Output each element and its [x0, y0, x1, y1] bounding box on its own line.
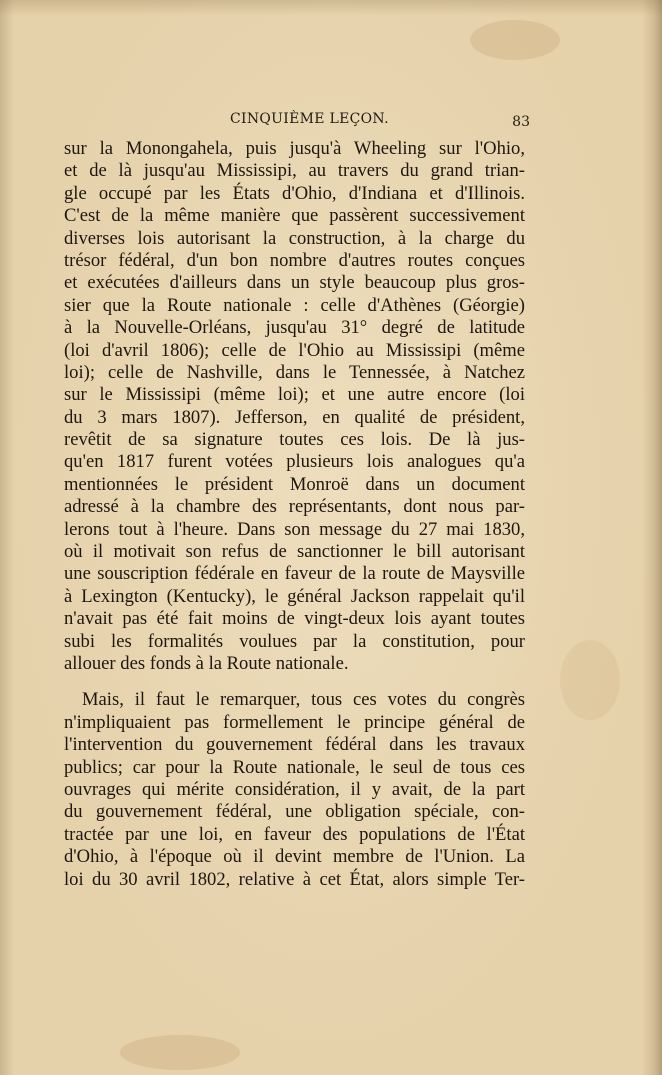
text-line: gle occupé par les États d'Ohio, d'Indiana et d'Illinois. [64, 182, 525, 204]
text-line: du 3 mars 1807). Jefferson, en qualité de président, [64, 406, 525, 428]
text-line: d'Ohio, à l'époque où il devint membre de l'Union. La [64, 846, 525, 868]
text-line: diverses lois autorisant la construction, à la charge du [64, 227, 525, 249]
text-line: loi); celle de Nashville, dans le Tennessée, à Natchez [64, 361, 525, 383]
text-line: n'avait pas été fait moins de vingt-deux lois ayant toutes [64, 608, 525, 630]
text-line: allouer des fonds à la Route nationale. [64, 652, 349, 674]
text-line: revêtit de sa signature toutes ces lois. De là jus- [64, 429, 525, 451]
page-number: 83 [512, 114, 530, 130]
text-line: sier que la Route nationale : celle d'Athènes (Géorgie) [64, 294, 525, 316]
page-right-shadow [642, 0, 662, 1075]
text-line: tractée par une loi, en faveur des populations de l'État [64, 823, 525, 845]
text-line: qu'en 1817 furent votées plusieurs lois analogues qu'a [64, 451, 525, 473]
text-line: une souscription fédérale en faveur de la route de Maysville [64, 563, 525, 585]
text-line: Mais, il faut le remarquer, tous ces votes du congrès [82, 689, 525, 711]
text-line: sur la Monongahela, puis jusqu'à Wheeling sur l'Ohio, [64, 138, 525, 159]
text-line: n'impliquaient pas formellement le principe général de [64, 711, 525, 733]
body-text [64, 138, 525, 891]
text-line: l'intervention du gouvernement fédéral dans les travaux [64, 734, 525, 756]
paragraph [64, 138, 525, 675]
page-left-shadow [0, 0, 14, 1075]
text-line: subi les formalités voulues par la constitution, pour [64, 630, 525, 652]
paper-stain [560, 640, 620, 720]
text-line: publics; car pour la Route nationale, le seul de tous ces [64, 756, 525, 778]
text-line: mentionnées le président Monroë dans un document [64, 473, 525, 495]
text-line: et de là jusqu'au Mississipi, au travers du grand trian- [64, 160, 525, 182]
page-top-shadow [0, 0, 662, 16]
running-head: CINQUIÈME LEÇON. [230, 111, 389, 127]
text-line: sur le Mississipi (même loi); et une autre encore (loi [64, 384, 525, 406]
paper-stain [120, 1035, 240, 1070]
text-line: adressé à la chambre des représentants, dont nous par- [64, 496, 525, 518]
text-line: où il motivait son refus de sanctionner le bill autorisant [64, 541, 525, 563]
text-line: et exécutées d'ailleurs dans un style beaucoup plus gros- [64, 272, 525, 294]
paragraph [64, 689, 525, 891]
text-line: à la Nouvelle-Orléans, jusqu'au 31° degré de latitude [64, 317, 525, 339]
text-line: du gouvernement fédéral, une obligation spéciale, con- [64, 801, 525, 823]
text-line: lerons tout à l'heure. Dans son message du 27 mai 1830, [64, 518, 525, 540]
paper-stain [470, 20, 560, 60]
text-line: trésor fédéral, d'un bon nombre d'autres routes conçues [64, 249, 525, 271]
text-line: loi du 30 avril 1802, relative à cet État, alors simple Ter- [64, 868, 525, 890]
page-header [64, 111, 530, 133]
text-line: C'est de la même manière que passèrent successivement [64, 205, 525, 227]
text-line: à Lexington (Kentucky), le général Jackson rappelait qu'il [64, 585, 525, 607]
text-line: (loi d'avril 1806); celle de l'Ohio au Mississipi (même [64, 339, 525, 361]
text-line: ouvrages qui mérite considération, il y avait, de la part [64, 778, 525, 800]
